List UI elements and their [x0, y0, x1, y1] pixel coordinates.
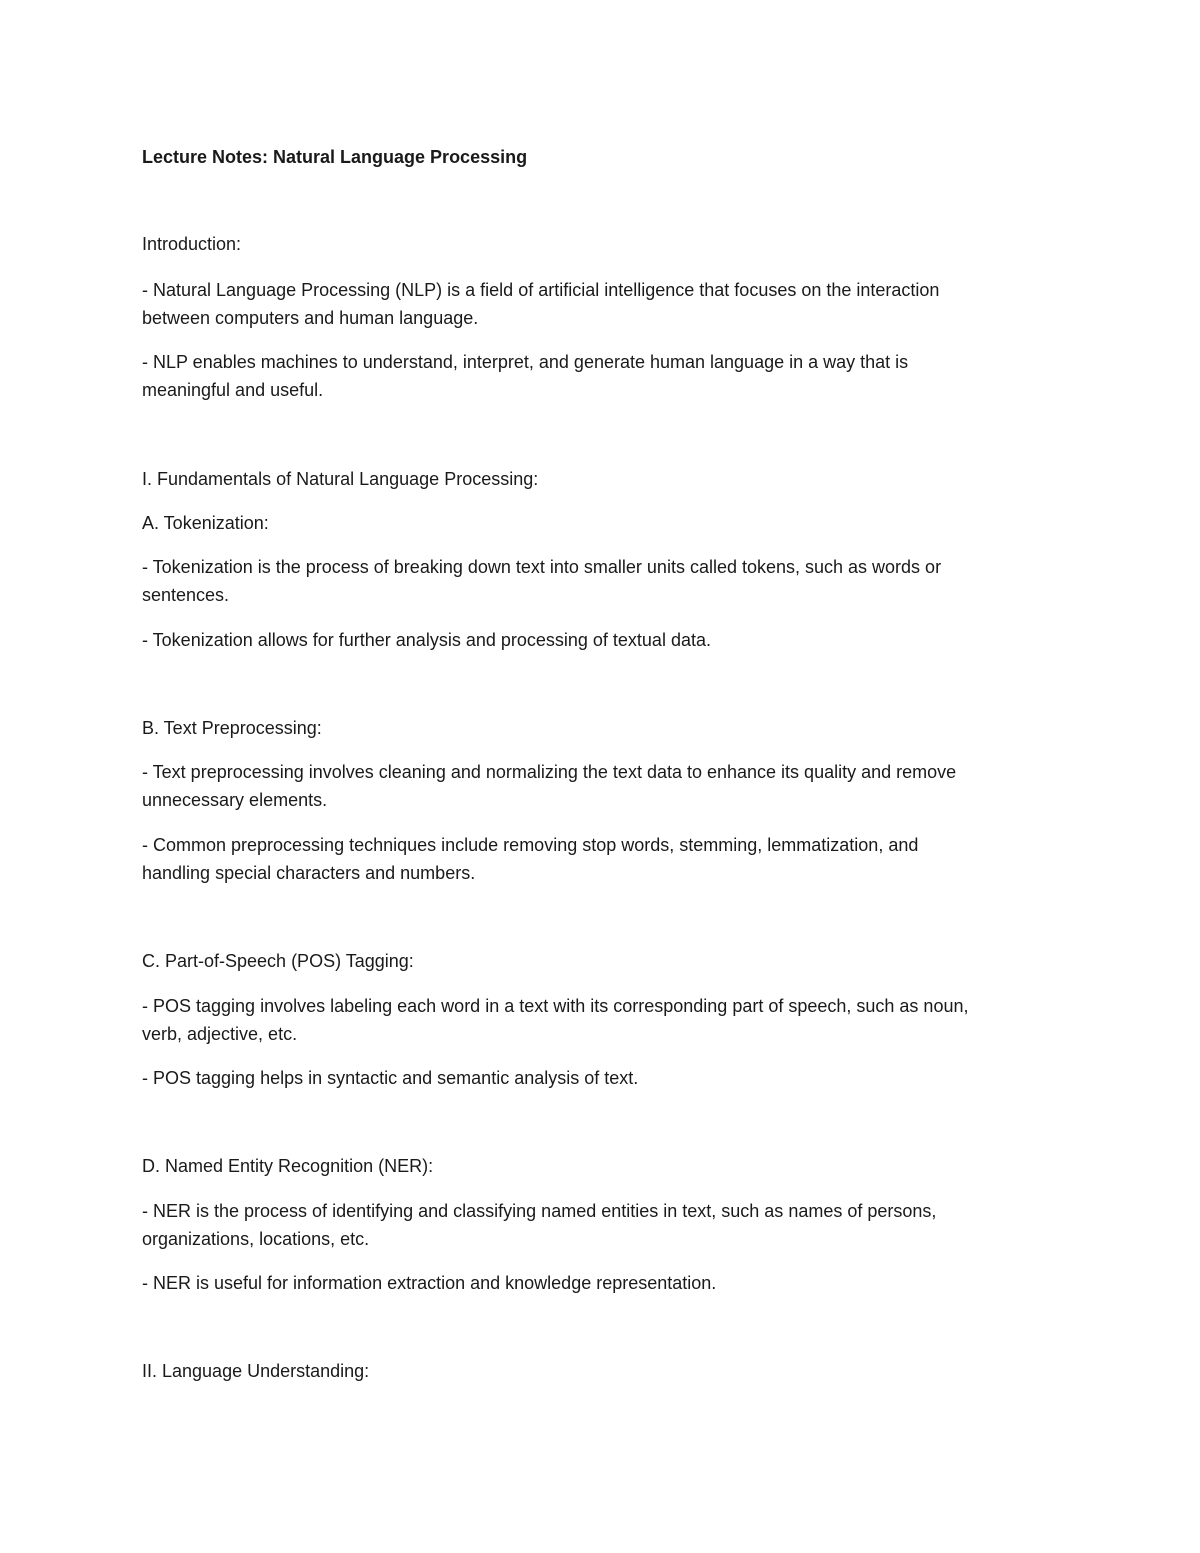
intro-bullet-2-line-1: - NLP enables machines to understand, interpret, and generate human language in a way that is	[142, 352, 909, 372]
section-1-heading: I. Fundamentals of Natural Language Processing:	[142, 469, 539, 489]
intro-bullet-1-line-1: - Natural Language Processing (NLP) is a field of artificial intelligence that focuses on the interaction	[142, 280, 940, 300]
subsection-d-bullet-1-line-1: - NER is the process of identifying and classifying named entities in text, such as names of persons,	[142, 1201, 937, 1221]
section-2-heading: II. Language Understanding:	[142, 1361, 370, 1381]
subsection-d-bullet-2-line-1: - NER is useful for information extraction and knowledge representation.	[142, 1273, 717, 1293]
subsection-b-bullet-2-line-1: - Common preprocessing techniques include removing stop words, stemming, lemmatization, and	[142, 835, 919, 855]
subsection-a-bullet-1-line-2: sentences.	[142, 585, 230, 605]
subsection-d-bullet-1-line-2: organizations, locations, etc.	[142, 1229, 370, 1249]
subsection-a-heading: A. Tokenization:	[142, 513, 269, 533]
subsection-c-bullet-1-line-1: - POS tagging involves labeling each word in a text with its corresponding part of speech, such as noun,	[142, 996, 969, 1016]
intro-heading: Introduction:	[142, 234, 242, 254]
subsection-b-bullet-1-line-2: unnecessary elements.	[142, 790, 328, 810]
document-title: Lecture Notes: Natural Language Processing	[142, 147, 528, 167]
subsection-b-bullet-1-line-1: - Text preprocessing involves cleaning and normalizing the text data to enhance its quality and remove	[142, 762, 957, 782]
subsection-c-bullet-2-line-1: - POS tagging helps in syntactic and semantic analysis of text.	[142, 1068, 639, 1088]
subsection-a-bullet-1-line-1: - Tokenization is the process of breaking down text into smaller units called tokens, such as words or	[142, 557, 942, 577]
intro-bullet-1-line-2: between computers and human language.	[142, 308, 479, 328]
subsection-a-bullet-2-line-1: - Tokenization allows for further analysis and processing of textual data.	[142, 630, 711, 650]
intro-bullet-2-line-2: meaningful and useful.	[142, 380, 324, 400]
subsection-c-heading: C. Part-of-Speech (POS) Tagging:	[142, 951, 414, 971]
subsection-b-heading: B. Text Preprocessing:	[142, 718, 322, 738]
subsection-c-bullet-1-line-2: verb, adjective, etc.	[142, 1024, 298, 1044]
subsection-d-heading: D. Named Entity Recognition (NER):	[142, 1156, 434, 1176]
subsection-b-bullet-2-line-2: handling special characters and numbers.	[142, 863, 476, 883]
